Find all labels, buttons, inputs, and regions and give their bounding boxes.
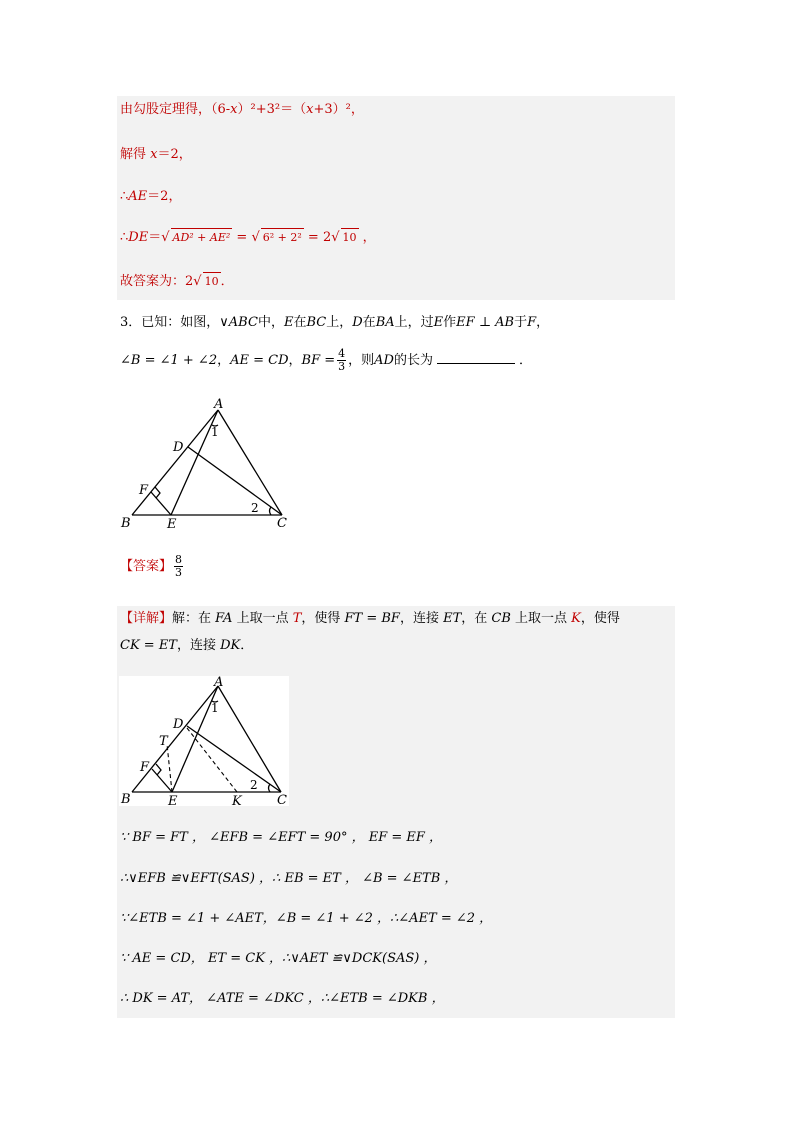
previous-solution-box [117,96,675,300]
solution-line-4: ∴DE＝√ AD² + AE² = √ 6² + 2² = 2√ 10 ， [120,230,376,245]
proof-step-4: ∵ AE = CD， ET = CK ，∴∨AET ≌∨DCK(SAS) ， [120,951,437,966]
label2-K: K [232,794,242,806]
label2-T: T [159,734,168,749]
label2-E: E [168,794,178,806]
proof-step-2: ∴∨EFB ≌∨EFT(SAS) ，∴ EB = ET ， ∠B = ∠ETB ， [120,871,458,886]
solution-line-2: 解得 x＝2， [120,147,192,162]
answer-blank [437,351,515,364]
label2-B: B [121,792,131,806]
label-C: C [277,516,287,530]
label2-C: C [277,793,287,806]
proof-step-5: ∴ DK = AT， ∠ATE = ∠DKC ，∴∠ETB = ∠DKB ， [120,991,445,1006]
detail-line-2: CK = ET，连接 DK． [120,638,254,653]
angle2-1-label: 1 [211,701,219,715]
label2-A: A [214,676,224,690]
proof-step-1: ∵ BF = FT ， ∠EFB = ∠EFT = 90° ， EF = EF ， [120,830,443,845]
triangle-figure [115,395,295,530]
bf-fraction: $\frac{4}{3}$ [338,347,346,373]
label-B: B [121,516,131,530]
label2-D: D [173,717,184,732]
answer-fraction: $\frac{8}{3}$ [175,553,183,579]
auxiliary-figure [119,676,289,806]
problem-line-1: 3．已知：如图，∨ABC中，E在BC上，D在BA上，过E作EF ⊥ AB于F， [120,315,550,330]
proof-step-3: ∵∠ETB = ∠1 + ∠AET，∠B = ∠1 + ∠2 ，∴∠AET = ∠2 ， [120,911,493,926]
label2-F: F [140,760,150,775]
solution-line-5: 故答案为：2√ 10 ． [120,274,234,289]
detail-line-1: 【详解】解：在 FA 上取一点 T，使得 FT = BF，连接 ET，在 CB 上取一点 K，使得 [120,611,620,626]
answer-line: 【答案】 $\frac{8}{3}$ [120,553,183,579]
angle-2-label: 2 [251,501,259,515]
problem-line-2: ∠B = ∠1 + ∠2，AE = CD，BF = $\frac{4}{3}$ ，则AD的长为 ． [120,347,532,373]
solution-line-3: ∴AE＝2， [120,189,182,204]
label-E: E [167,517,177,530]
angle2-2-label: 2 [250,778,258,792]
label-D: D [173,440,184,455]
label-A: A [214,397,224,412]
label-F: F [139,483,149,498]
solution-line-1: 由勾股定理得，（6-x）²+3²＝（x+3）²， [120,102,364,117]
angle-1-label: 1 [211,425,219,439]
